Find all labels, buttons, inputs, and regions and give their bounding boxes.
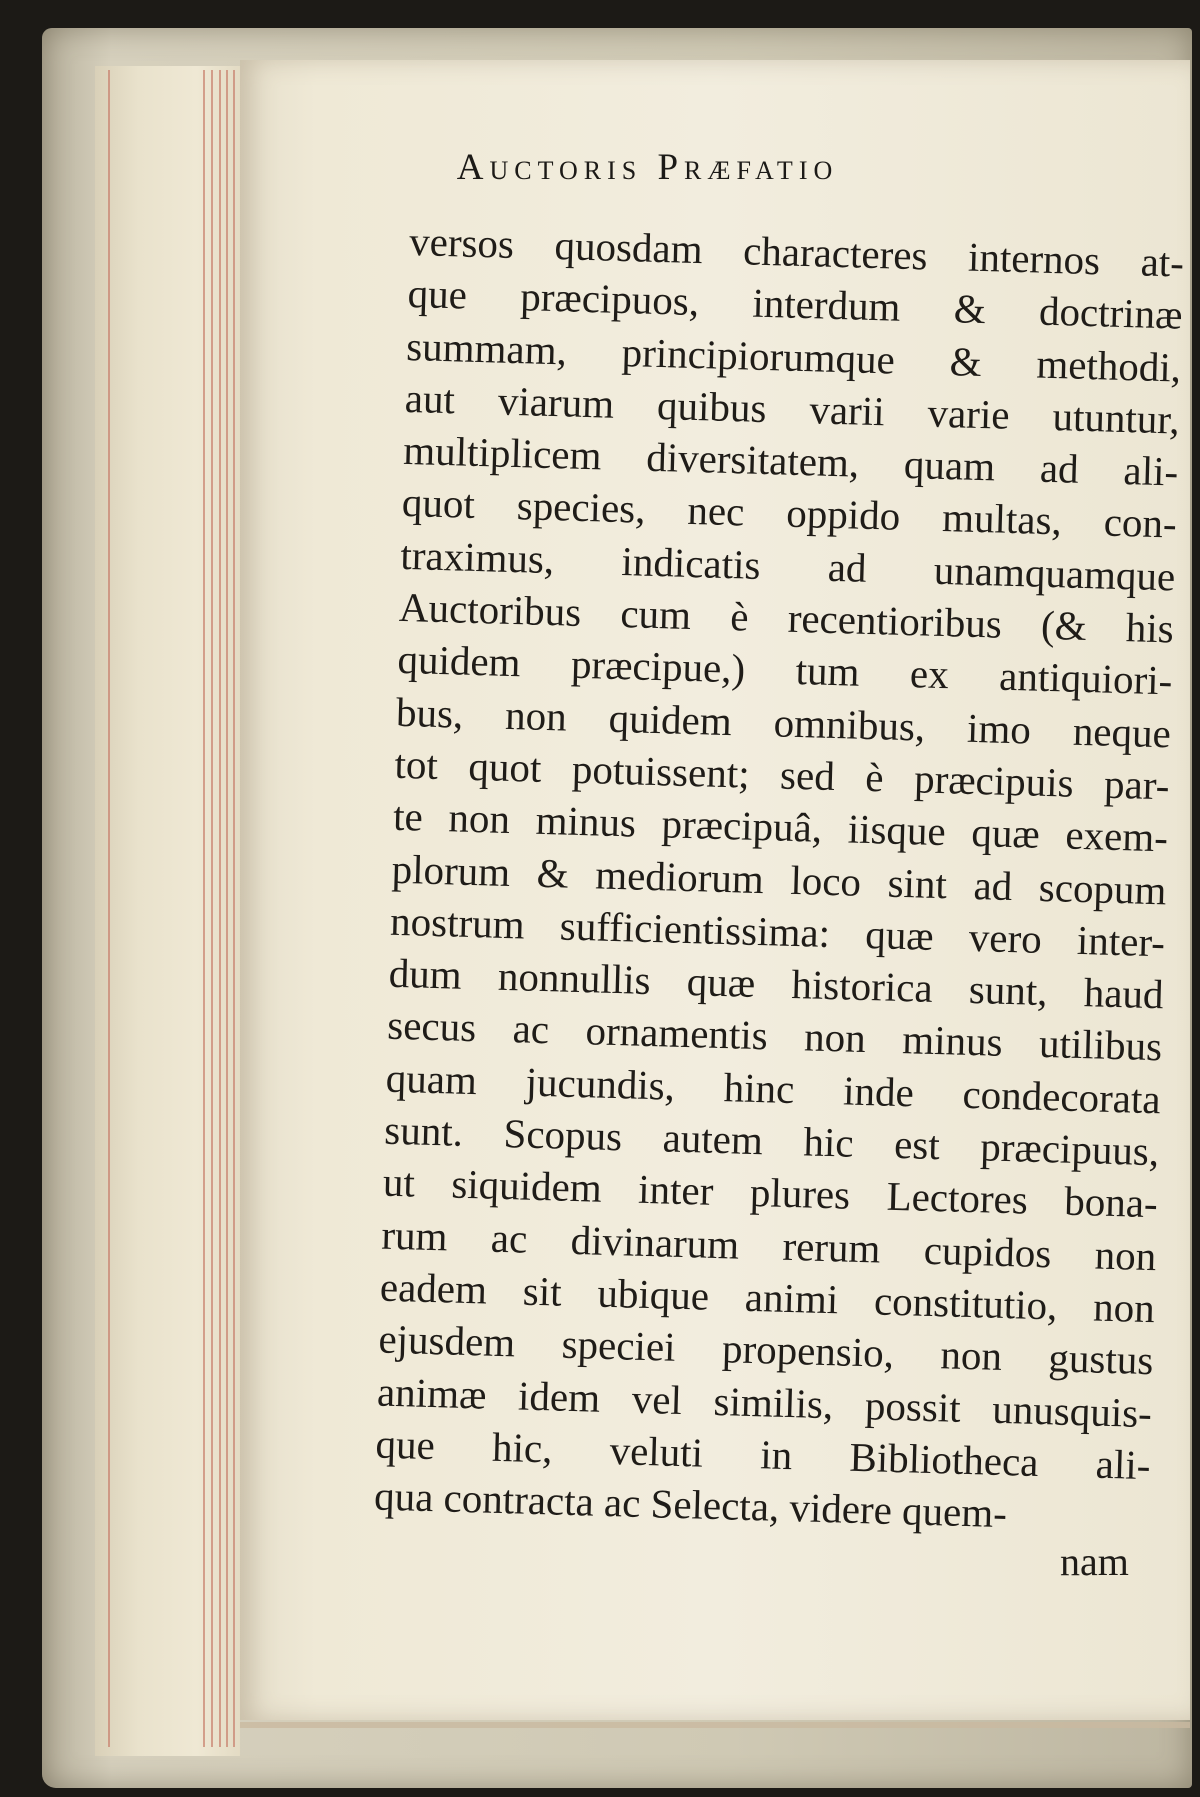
text-line: ut siquidem inter plures Lectores bona- [382,1158,1159,1227]
red-edge-line [233,70,235,1747]
text-line: animæ idem vel similis, possit unusquis- [376,1368,1153,1436]
text-line: quot species, nec oppido multas, con- [401,479,1178,548]
text-line: rum ac divinarum rerum cupidos non [380,1211,1157,1279]
text-line: quam jucundis, hinc inde condecorata [385,1054,1162,1123]
text-line: te non minus præcipuâ, iisque quæ exem- [392,793,1169,861]
text-line: bus, non quidem omnibus, imo neque [395,688,1172,757]
text-line: ejusdem speciei propensio, non gustus [377,1315,1154,1384]
red-edge-line [211,70,213,1747]
text-line: versos quosdam characteres internos at- [408,217,1185,286]
text-line: que hic, veluti in Bibliotheca ali- [375,1420,1152,1488]
red-edge-line [219,70,221,1747]
text-line: qua contracta ac Selecta, videre quem- [373,1472,1008,1537]
text-line: secus ac ornamentis non minus utilibus [386,1002,1163,1070]
red-edge-line [203,70,205,1747]
catchword: nam [1060,1539,1129,1584]
text-line: sunt. Scopus autem hic est præcipuus, [383,1106,1160,1175]
text-line: tot quot potuissent; sed è præcipuis par- [394,740,1171,809]
text-line: plorum & mediorum loco sint ad scopum [391,845,1168,913]
text-line: nostrum sufficientissima: quæ vero inter- [389,897,1166,966]
text-line: summam, principiorumque & methodi, [405,322,1182,391]
body-text [373,215,1184,1544]
text-line: multiplicem diversitatem, quam ad ali- [402,427,1179,495]
page-bottom-edge [240,1722,1190,1728]
red-edge-line [226,70,228,1747]
text-line: que præcipuos, interdum & doctrinæ [407,270,1184,338]
text-line: aut viarum quibus varii varie utuntur, [404,374,1181,443]
red-edge-line [108,70,110,1747]
text-line: traximus, indicatis ad unamquamque [399,531,1176,600]
text-line: dum nonnullis quæ historica sunt, haud [388,949,1165,1018]
text-line: Auctoribus cum è recentioribus (& his [398,583,1175,652]
running-head: Auctoris Præfatio [456,147,839,188]
text-line: quidem præcipue,) tum ex antiquiori- [396,636,1173,704]
text-line: eadem sit ubique animi constitutio, non [379,1263,1156,1332]
